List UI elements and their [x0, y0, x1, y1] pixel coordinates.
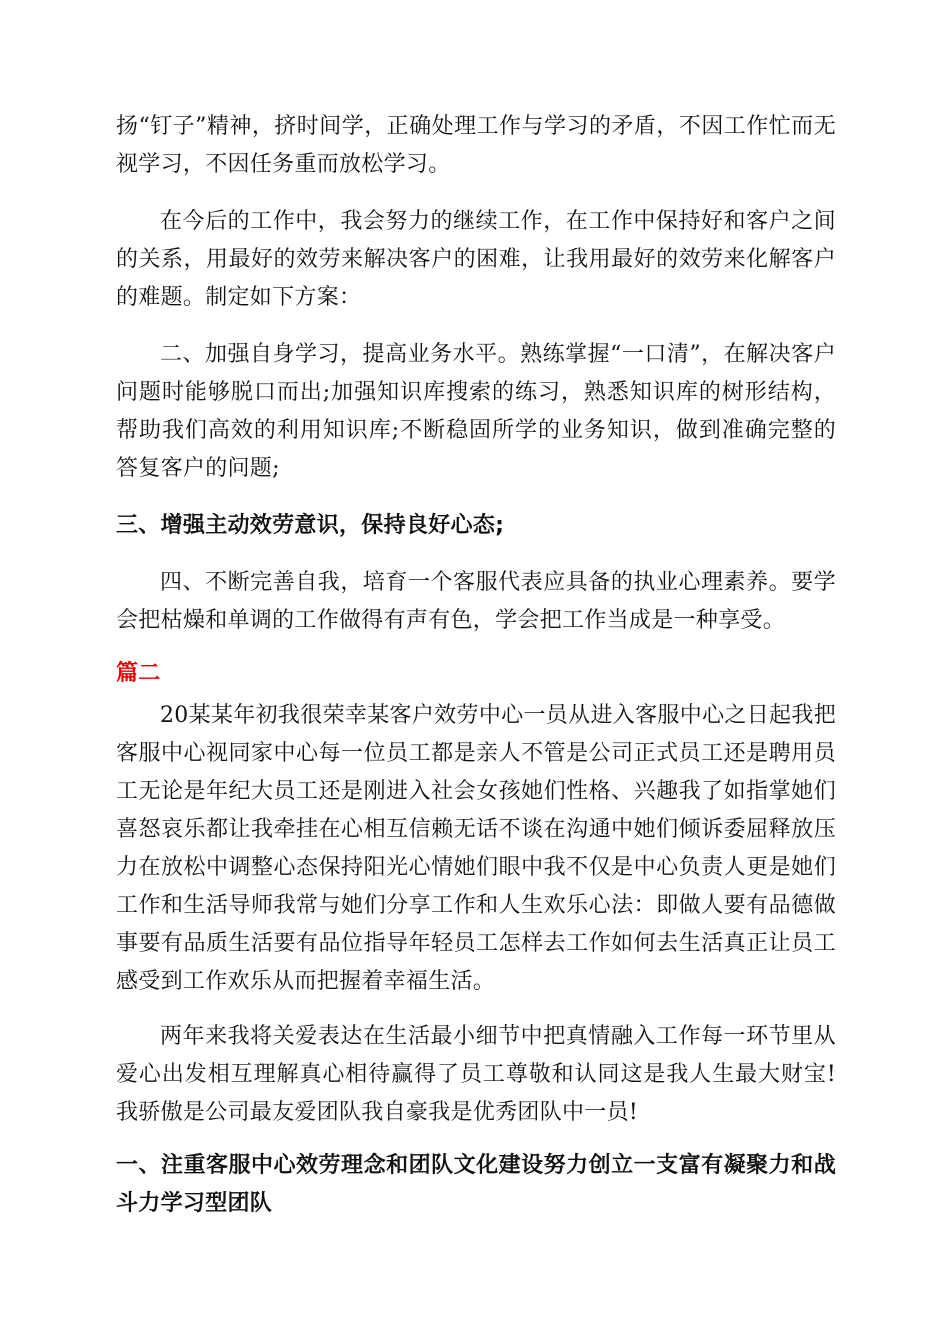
heading-team-culture: 一、注重客服中心效劳理念和团队文化建设努力创立一支富有凝聚力和战斗力学习型团队 — [116, 1153, 836, 1216]
paragraph-plan-two: 二、加强自身学习，提高业务水平。熟练掌握“一口清”，在解决客户问题时能够脱口而出;加强知识库搜索的练习，熟悉知识库的树形结构，帮助我们高效的利用知识库;不断稳固所学的业务知识，做到准确完整的答复客户的问题; — [116, 342, 836, 481]
heading-plan-three: 三、增强主动效劳意识，保持良好心态; — [116, 513, 505, 538]
paragraph-study-spirit: 扬“钉子”精神，挤时间学，正确处理工作与学习的矛盾，不因工作忙而无视学习，不因任务重而放松学习。 — [116, 114, 836, 177]
paragraph-two-years: 两年来我将关爱表达在生活最小细节中把真情融入工作每一环节里从爱心出发相互理解真心相待赢得了员工尊敬和认同这是我人生最大财宝!我骄傲是公司最友爱团队我自豪我是优秀团队中一员! — [116, 1024, 836, 1125]
section-heading-part-two: 篇二 — [116, 661, 161, 686]
paragraph-service-center: 20某某年初我很荣幸某客户效劳中心一员从进入客服中心之日起我把客服中心视同家中心每一位员工都是亲人不管是公司正式员工还是聘用员工无论是年纪大员工还是刚进入社会女孩她们性格、兴趣我了如指掌她们喜怒哀乐都让我牵挂在心相互信赖无话不谈在沟通中她们倾诉委屈释放压力在放松中调整心态保持阳光心情她们眼中我不仅是中心负责人更是她们工作和生活导师我常与她们分享工作和人生欢乐心法：即做人要有品德做事要有品质生活要有品位指导年轻员工怎样去工作如何去生活真正让员工感受到工作欢乐从而把握着幸福生活。 — [116, 703, 836, 994]
paragraph-future-work: 在今后的工作中，我会努力的继续工作，在工作中保持好和客户之间的关系，用最好的效劳来解决客户的困难，让我用最好的效劳来化解客户的难题。制定如下方案： — [116, 209, 836, 310]
paragraph-plan-four: 四、不断完善自我，培育一个客服代表应具备的执业心理素养。要学会把枯燥和单调的工作做得有声有色，学会把工作当成是一种享受。 — [116, 570, 836, 633]
